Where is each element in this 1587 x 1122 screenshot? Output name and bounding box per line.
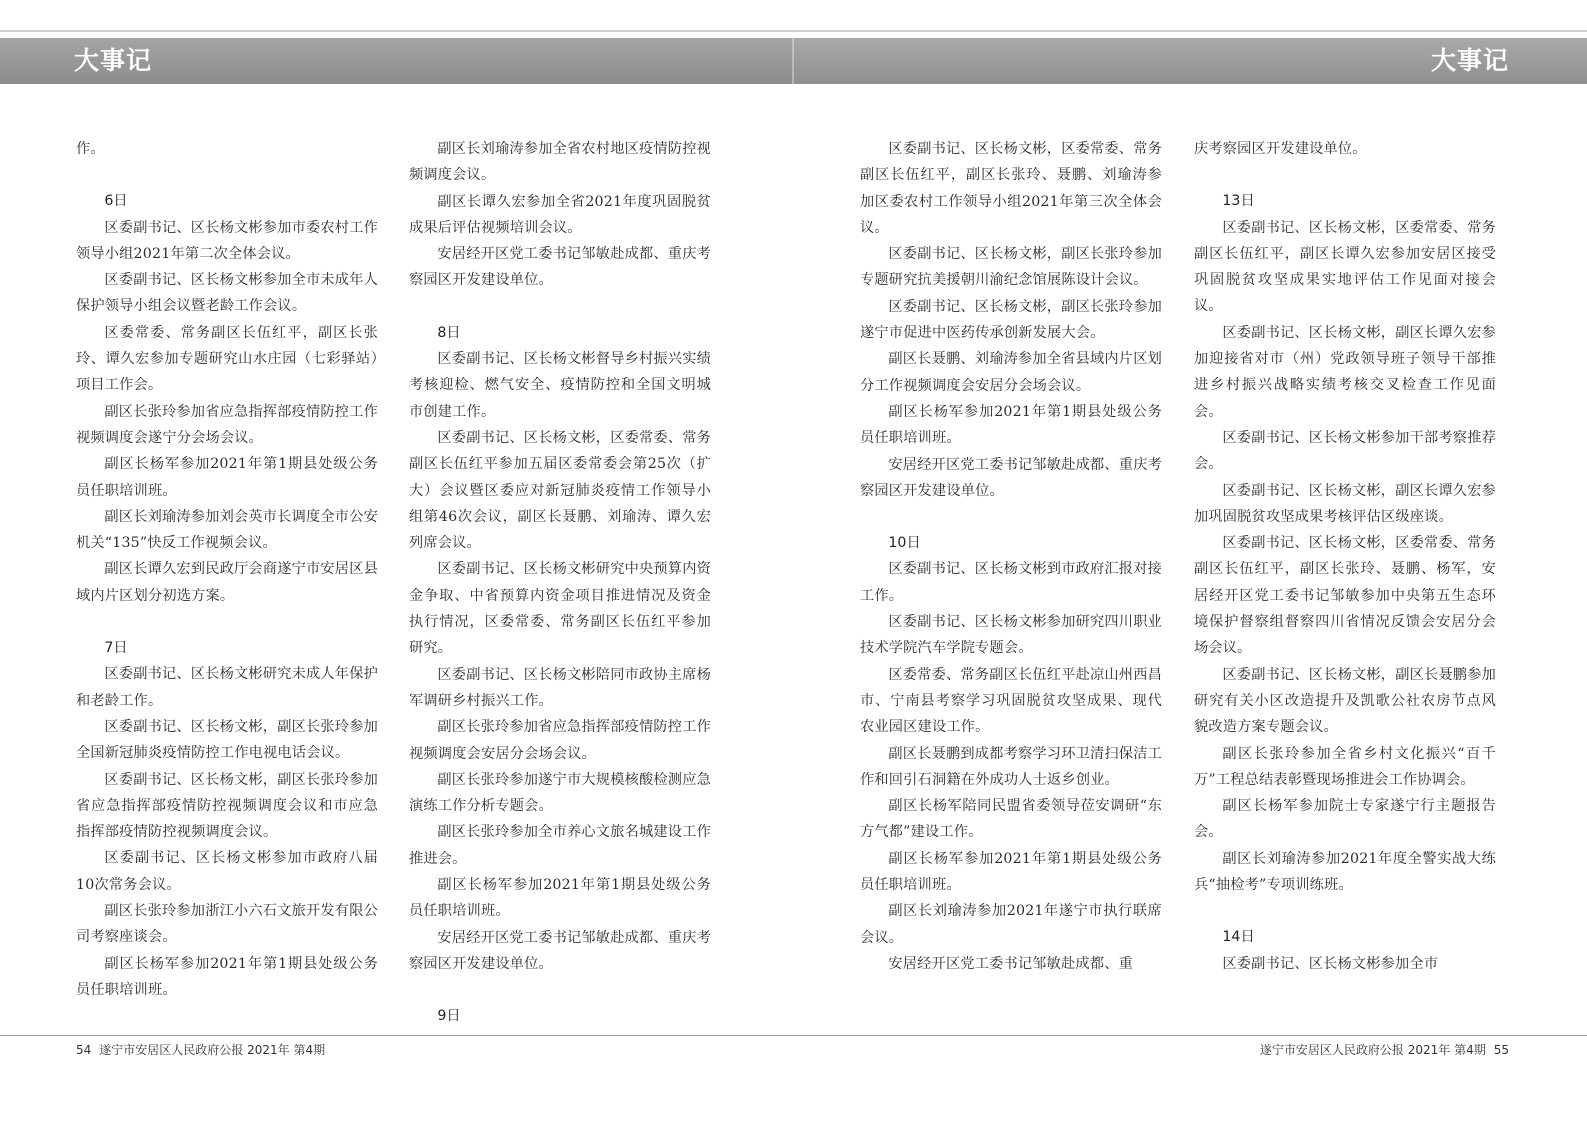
footer-publication-left: 遂宁市安居区人民政府公报 2021年 第4期 (99, 1043, 326, 1057)
event-paragraph: 安居经开区党工委书记邹敏赴成都、重 (888, 955, 1133, 972)
text-column-4 (1194, 136, 1496, 977)
event-paragraph: 副区长张玲参加遂宁市大规模核酸检测应急演练工作分析专题会。 (409, 771, 711, 815)
event-paragraph: 区委副书记、区长杨文彬，副区长张玲参加遂宁市促进中医药传承创新发展大会。 (860, 298, 1162, 342)
event-paragraph: 副区长张玲参加省应急指挥部疫情防控工作视频调度会遂宁分会场会议。 (76, 403, 378, 446)
event-paragraph: 区委副书记、区长杨文彬参加干部考察推荐会。 (1194, 429, 1496, 473)
event-paragraph: 区委副书记、区长杨文彬参加全市 (1222, 955, 1439, 972)
event-paragraph: 副区长刘瑜涛参加刘会英市长调度全市公安机关“135”快反工作视频会议。 (76, 508, 378, 552)
text-column-2 (409, 136, 711, 1030)
section-title-left: 大事记 (74, 46, 153, 75)
event-paragraph: 区委副书记、区长杨文彬参加全市未成年人保护领导小组会议暨老龄工作会议。 (76, 272, 378, 315)
date-heading: 13日 (1222, 193, 1255, 210)
page-fold (792, 38, 794, 84)
event-paragraph: 区委副书记、区长杨文彬，副区长张玲参加全国新冠肺炎疫情防控工作电视电话会议。 (76, 718, 378, 762)
event-paragraph: 副区长杨军参加2021年第1期县处级公务员任职培训班。 (76, 456, 378, 499)
date-heading: 9日 (437, 1008, 461, 1025)
page-number-left: 54 (76, 1043, 92, 1057)
event-paragraph: 区委副书记、区长杨文彬，副区长聂鹏参加研究有关小区改造提升及凯歌公社农房节点风貌改造方案专题会议。 (1194, 666, 1496, 736)
section-title-right: 大事记 (1430, 46, 1509, 75)
event-paragraph: 区委副书记、区长杨文彬，区委常委、常务副区长伍红平，副区长谭久宏参加安居区接受巩固脱贫攻坚成果实地评估工作见面对接会议。 (1194, 219, 1496, 315)
footer-right (1260, 1041, 1509, 1059)
footer-left (76, 1041, 325, 1059)
page-number-right: 55 (1493, 1043, 1509, 1057)
event-paragraph: 安居经开区党工委书记邹敏赴成都、重庆考察园区开发建设单位。 (409, 246, 711, 289)
event-paragraph: 副区长杨军陪同民盟省委领导莅安调研“东方气都”建设工作。 (860, 798, 1162, 841)
event-paragraph: 区委常委、常务副区长伍红平赴凉山州西昌市、宁南县考察学习巩固脱贫攻坚成果、现代农业园区建设工作。 (860, 666, 1162, 736)
header-band (0, 38, 1587, 84)
event-paragraph: 区委副书记、区长杨文彬参加市政府八届10次常务会议。 (76, 850, 378, 893)
event-paragraph: 副区长杨军参加2021年第1期县处级公务员任职培训班。 (409, 877, 711, 920)
date-heading: 6日 (104, 193, 128, 210)
event-paragraph: 区委副书记、区长杨文彬研究未成人年保护和老龄工作。 (76, 666, 378, 709)
date-heading: 10日 (888, 535, 921, 552)
event-paragraph: 区委副书记、区长杨文彬参加研究四川职业技术学院汽车学院专题会。 (860, 614, 1162, 657)
event-paragraph: 安居经开区党工委书记邹敏赴成都、重庆考察园区开发建设单位。 (860, 456, 1162, 499)
event-paragraph: 区委副书记、区长杨文彬陪同市政协主席杨军调研乡村振兴工作。 (409, 666, 711, 709)
date-heading: 14日 (1222, 929, 1255, 946)
event-paragraph: 副区长刘瑜涛参加2021年度全警实战大练兵“抽检考”专项训练班。 (1194, 850, 1496, 894)
event-paragraph: 区委副书记、区长杨文彬，区委常委、常务副区长伍红平参加五届区委常委会第25次（扩大）会议暨区委应对新冠肺炎疫情工作领导小组第46次会议，副区长聂鹏、刘瑜涛、谭久宏列席会议。 (409, 429, 711, 552)
date-heading: 8日 (437, 324, 461, 341)
event-paragraph: 副区长谭久宏参加全省2021年度巩固脱贫成果后评估视频培训会议。 (409, 193, 711, 236)
event-paragraph: 安居经开区党工委书记邹敏赴成都、重庆考察园区开发建设单位。 (409, 929, 711, 972)
event-paragraph: 副区长刘瑜涛参加全省农村地区疫情防控视频调度会议。 (409, 141, 711, 184)
event-paragraph: 区委副书记、区长杨文彬到市政府汇报对接工作。 (860, 561, 1162, 604)
event-paragraph: 区委副书记、区长杨文彬，区委常委、常务副区长伍红平，副区长张玲、聂鹏、刘瑜涛参加区委农村工作领导小组2021年第三次全体会议。 (860, 141, 1162, 236)
footer-rule (0, 1035, 1587, 1036)
event-paragraph: 副区长聂鹏、刘瑜涛参加全省县域内片区划分工作视频调度会安居分会场会议。 (860, 351, 1162, 394)
top-rule (0, 30, 1587, 32)
event-paragraph: 区委副书记、区长杨文彬，副区长谭久宏参加巩固脱贫攻坚成果考核评估区级座谈。 (1194, 482, 1496, 525)
event-paragraph: 副区长聂鹏到成都考察学习环卫清扫保洁工作和回引石洞籍在外成功人士返乡创业。 (860, 745, 1162, 788)
footer-publication-right: 遂宁市安居区人民政府公报 2021年 第4期 (1259, 1043, 1486, 1057)
event-paragraph: 区委常委、常务副区长伍红平，副区长张玲、谭久宏参加专题研究山水庄园（七彩驿站）项目工作会。 (76, 324, 378, 394)
paragraph-continuation: 庆考察园区开发建设单位。 (1194, 141, 1367, 157)
event-paragraph: 区委副书记、区长杨文彬，区委常委、常务副区长伍红平，副区长张玲、聂鹏、杨军，安居经开区党工委书记邹敏参加中央第五生态环境保护督察组督察四川省情况反馈会安居分会场会议。 (1194, 535, 1496, 657)
event-paragraph: 副区长杨军参加2021年第1期县处级公务员任职培训班。 (860, 850, 1162, 894)
event-paragraph: 区委副书记、区长杨文彬，副区长张玲参加专题研究抗美援朝川渝纪念馆展陈设计会议。 (860, 246, 1162, 289)
event-paragraph: 副区长刘瑜涛参加2021年遂宁市执行联席会议。 (860, 903, 1162, 946)
event-paragraph: 副区长张玲参加全省乡村文化振兴“百千万”工程总结表彰暨现场推进会工作协调会。 (1194, 745, 1496, 788)
event-paragraph: 区委副书记、区长杨文彬研究中央预算内资金争取、中省预算内资金项目推进情况及资金执行情况，区委常委、常务副区长伍红平参加研究。 (409, 561, 711, 657)
text-column-1 (76, 136, 378, 1003)
event-paragraph: 副区长张玲参加浙江小六石文旅开发有限公司考察座谈会。 (76, 903, 378, 946)
text-column-3 (860, 136, 1162, 977)
event-paragraph: 区委副书记、区长杨文彬，副区长谭久宏参加迎接省对市（州）党政领导班子领导干部推进乡村振兴战略实绩考核交叉检查工作见面会。 (1194, 324, 1496, 420)
date-heading: 7日 (104, 640, 128, 657)
event-paragraph: 区委副书记、区长杨文彬督导乡村振兴实绩考核迎检、燃气安全、疫情防控和全国文明城市创建工作。 (409, 351, 711, 420)
paragraph-continuation: 作。 (76, 141, 105, 157)
event-paragraph: 副区长张玲参加省应急指挥部疫情防控工作视频调度会安居分会场会议。 (409, 719, 711, 762)
event-paragraph: 副区长张玲参加全市养心文旅名城建设工作推进会。 (409, 824, 711, 867)
event-paragraph: 副区长谭久宏到民政厅会商遂宁市安居区县域内片区划分初选方案。 (76, 561, 378, 604)
event-paragraph: 副区长杨军参加2021年第1期县处级公务员任职培训班。 (860, 403, 1162, 447)
event-paragraph: 区委副书记、区长杨文彬，副区长张玲参加省应急指挥部疫情防控视频调度会议和市应急指挥部疫情防控视频调度会议。 (76, 771, 378, 841)
event-paragraph: 区委副书记、区长杨文彬参加市委农村工作领导小组2021年第二次全体会议。 (76, 219, 378, 262)
event-paragraph: 副区长杨军参加院士专家遂宁行主题报告会。 (1194, 798, 1496, 841)
event-paragraph: 副区长杨军参加2021年第1期县处级公务员任职培训班。 (76, 955, 378, 998)
